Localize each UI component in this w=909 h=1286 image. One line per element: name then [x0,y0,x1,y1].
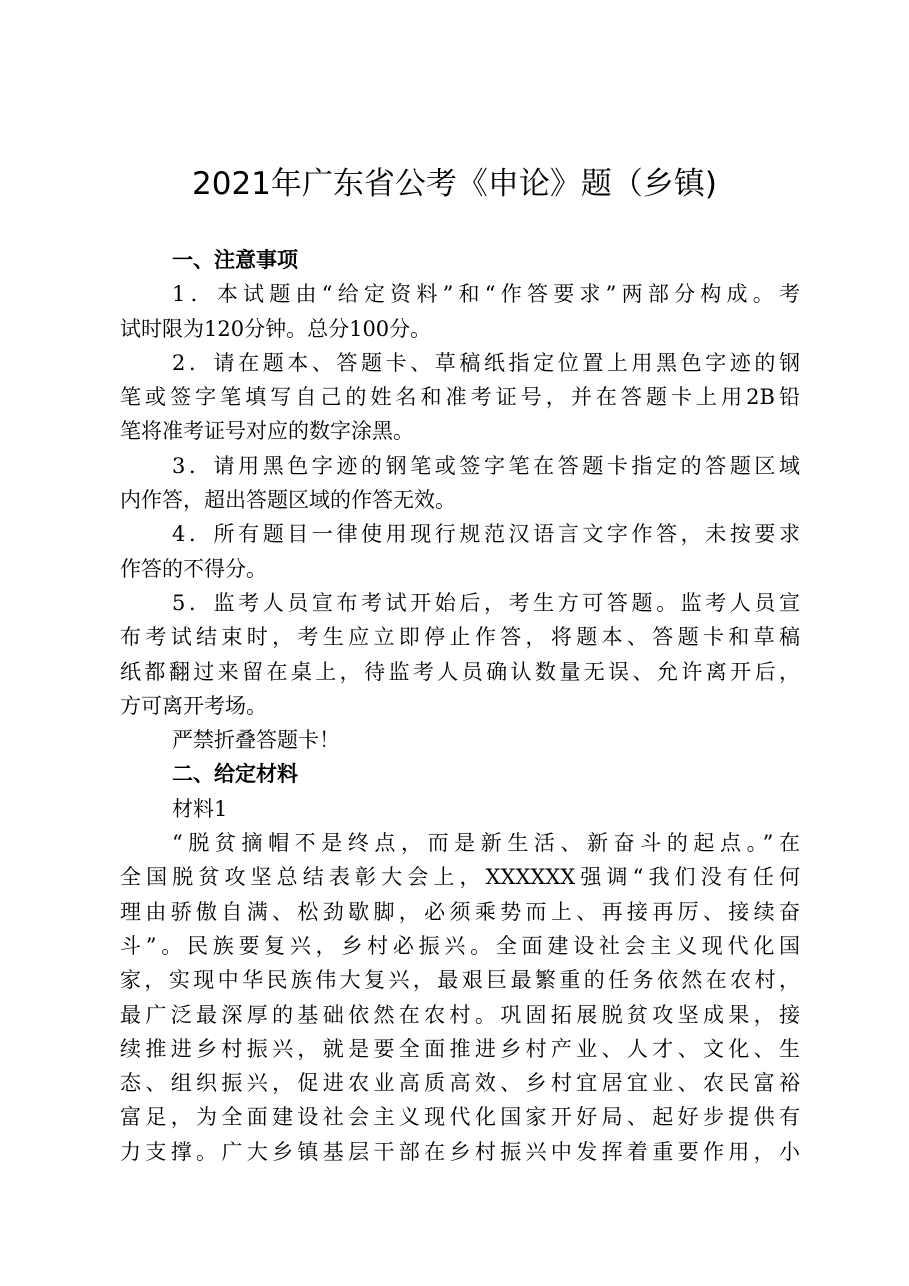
document-body [120,243,800,1169]
text-line: “脱贫摘帽不是终点，而是新生活、新奋斗的起点。”在 [172,831,800,856]
text-line: 态、组织振兴，促进农业高质高效、乡村宜居宜业、农民富裕 [120,1071,800,1096]
text-line: 家，实现中华民族伟大复兴，最艰巨最繁重的任务依然在农村， [120,968,800,993]
text-line: 续推进乡村振兴，就是要全面推进乡村产业、人才、文化、生 [120,1036,800,1061]
text-line: 理由骄傲自满、松劲歇脚，必须乘势而上、再接再厉、接续奋 [120,899,800,924]
text-line: 内作答，超出答题区域的作答无效。 [120,488,456,513]
text-line: 5．监考人员宣布考试开始后，考生方可答题。监考人员宣 [172,590,800,615]
text-line: 力支撑。广大乡镇基层干部在乡村振兴中发挥着重要作用，小 [120,1139,800,1164]
text-line: 全国脱贫攻坚总结表彰大会上，XXXXXX强调“我们没有任何 [120,865,800,890]
text-line: 作答的不得分。 [120,556,267,581]
text-line: 试时限为120分钟。总分100分。 [120,316,432,341]
text-line: 斗”。民族要复兴，乡村必振兴。全面建设社会主义现代化国 [120,933,800,958]
text-line: 材料1 [172,796,228,821]
text-line: 3．请用黑色字迹的钢笔或签字笔在答题卡指定的答题区域 [172,453,800,478]
text-line: 布考试结束时，考生应立即停止作答，将题本、答题卡和草稿 [120,625,800,650]
text-line: 2．请在题本、答题卡、草稿纸指定位置上用黑色字迹的钢 [172,350,800,375]
text-line: 笔将准考证号对应的数字涂黑。 [120,419,414,444]
section-heading: 一、注意事项 [172,248,298,272]
text-line: 1．本试题由“给定资料”和“作答要求”两部分构成。考 [172,282,800,307]
text-line: 4．所有题目一律使用现行规范汉语言文字作答，未按要求 [172,522,800,547]
text-line: 最广泛最深厚的基础依然在农村。巩固拓展脱贫攻坚成果，接 [120,1002,800,1027]
text-line: 富足，为全面建设社会主义现代化国家开好局、起好步提供有 [120,1105,800,1130]
text-line: 纸都翻过来留在桌上，待监考人员确认数量无误、允许离开后， [120,659,800,684]
text-line: 方可离开考场。 [120,693,267,718]
document-title: 2021年广东省公考《申论》题（乡镇) [192,166,717,202]
text-line: 笔或签字笔填写自己的姓名和准考证号，并在答题卡上用2B铅 [120,385,800,410]
text-line: 严禁折叠答题卡！ [172,728,340,753]
section-heading: 二、给定材料 [172,762,298,787]
